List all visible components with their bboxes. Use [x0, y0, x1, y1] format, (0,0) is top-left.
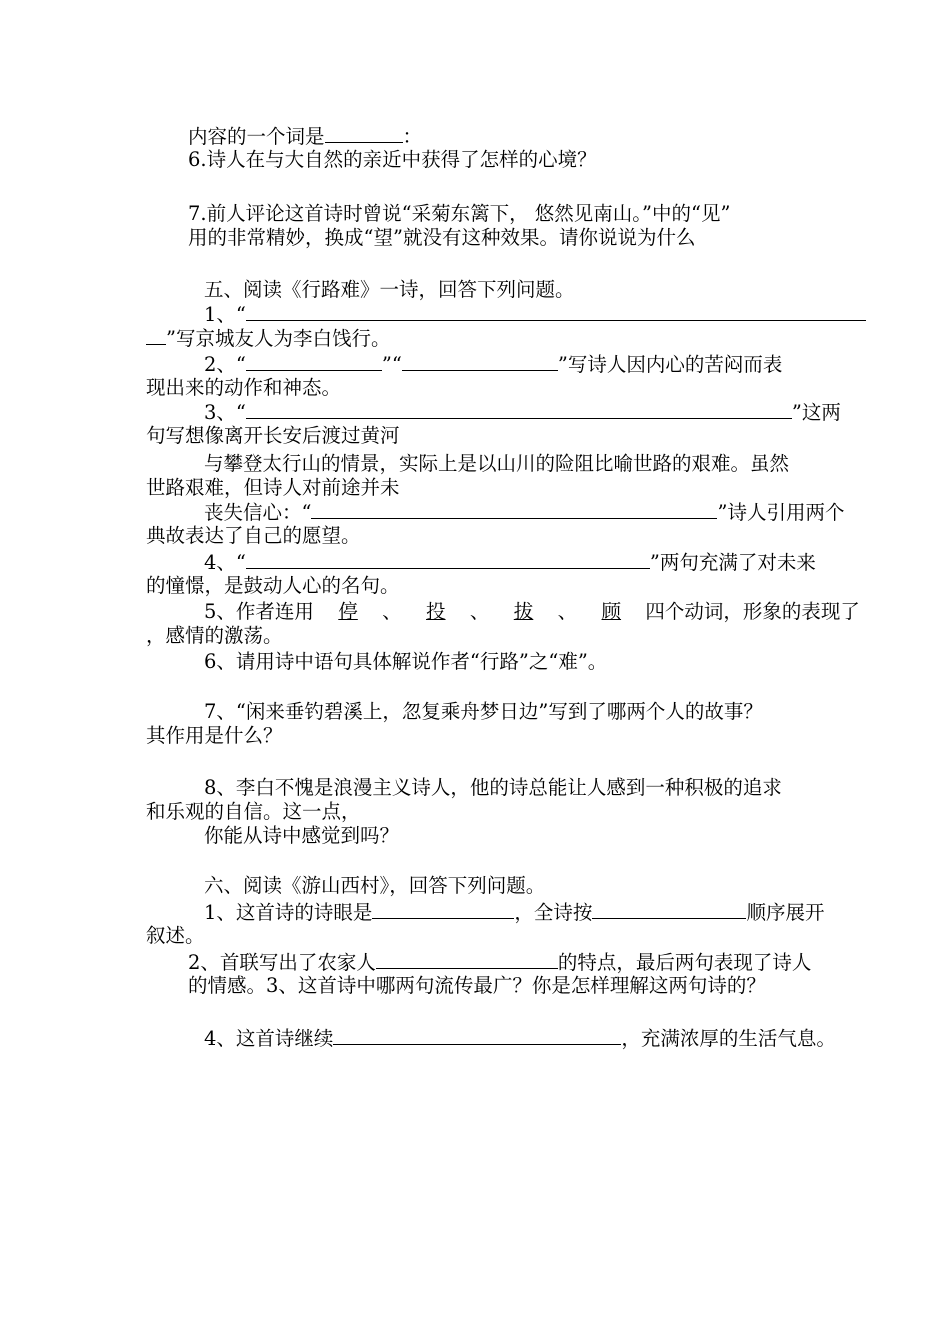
- answer-blank[interactable]: [311, 500, 717, 519]
- answer-blank[interactable]: [246, 550, 650, 569]
- sec5-q3-line-4: 世路艰难，但诗人对前途并未: [146, 476, 400, 499]
- sec6-title: 六、阅读《游山西村》，回答下列问题。: [204, 874, 546, 897]
- sec5-q5-line-1: 5、作者连用 停 、 投 、 拔 、 顾 四个动词，形象的表现了: [204, 600, 860, 623]
- answer-blank[interactable]: [376, 950, 558, 969]
- answer-blank[interactable]: [592, 900, 746, 919]
- sec5-q5-line-2: ，感情的激荡。: [146, 624, 283, 647]
- sec5-question-6: 6、请用诗中语句具体解说作者“行路”之“难”。: [204, 650, 608, 673]
- sec5-title: 五、阅读《行路难》一诗，回答下列问题。: [204, 278, 575, 301]
- sec5-q3-line-3: 与攀登太行山的情景，实际上是以山川的险阻比喻世路的艰难。虽然: [204, 452, 790, 475]
- sec6-q1-line-1: 1、这首诗的诗眼是 ，全诗按 顺序展开: [204, 901, 825, 924]
- verb-ting: 停: [338, 600, 358, 623]
- sec4-question-7-line-1: 7.前人评论这首诗时曾说“采菊东篱下， 悠然见南山。”中的“见”: [188, 202, 731, 225]
- sec6-q4-line: 4、这首诗继续 ，充满浓厚的生活气息。: [204, 1027, 836, 1050]
- sec5-q8-line-2: 和乐观的自信。这一点，: [146, 800, 361, 823]
- sec4-question-6: 6.诗人在与大自然的亲近中获得了怎样的心境？: [188, 148, 597, 171]
- sec5-q2-line-1: 2、“ ”“ ”写诗人因内心的苦闷而表: [204, 353, 783, 376]
- sec6-q2-line-1: 2、首联写出了农家人 的特点，最后两句表现了诗人: [188, 951, 812, 974]
- answer-blank[interactable]: [372, 900, 514, 919]
- answer-blank[interactable]: [246, 400, 792, 419]
- sec4-question-7-line-2: 用的非常精妙，换成“望”就没有这种效果。请你说说为什么: [188, 226, 696, 249]
- sec5-q1-line-1: 1、“: [204, 302, 866, 326]
- sec5-q4-line-2: 的憧憬，是鼓动人心的名句。: [146, 574, 400, 597]
- verb-gu: 顾: [601, 600, 622, 623]
- sec5-q8-line-3: 你能从诗中感觉到吗？: [204, 824, 400, 847]
- verb-tou: 投: [426, 600, 446, 623]
- sec5-q3-line-2: 句写想像离开长安后渡过黄河: [146, 424, 400, 447]
- answer-blank[interactable]: [246, 352, 382, 371]
- sec5-q1-line-2: ”写京城友人为李白饯行。: [146, 326, 390, 350]
- answer-blank[interactable]: [146, 326, 166, 345]
- sec5-q7-line-1: 7、“闲来垂钓碧溪上，忽复乘舟梦日边”写到了哪两个人的故事？: [204, 700, 763, 723]
- sec5-q3-line-1: 3、“ ”这两: [204, 401, 841, 424]
- answer-blank[interactable]: [333, 1026, 621, 1045]
- sec5-q3-line-5: 丧失信心：“ ”诗人引用两个: [204, 501, 845, 524]
- sec5-q2-line-2: 现出来的动作和神态。: [146, 376, 342, 399]
- sec5-q7-line-2: 其作用是什么？: [146, 724, 283, 747]
- answer-blank[interactable]: [402, 352, 558, 371]
- sec5-q4-line-1: 4、“ ”两句充满了对未来: [204, 551, 816, 574]
- answer-blank[interactable]: [325, 124, 403, 143]
- sec6-q2-line-2: 的情感。3、这首诗中哪两句流传最广？你是怎样理解这两句诗的？: [188, 974, 766, 997]
- sec4-line-1: 内容的一个词是 ：: [188, 125, 423, 148]
- sec5-q3-line-6: 典故表达了自己的愿望。: [146, 524, 361, 547]
- sec6-q1-line-2: 叙述。: [146, 924, 205, 947]
- verb-ba: 拔: [513, 600, 534, 623]
- sec5-q8-line-1: 8、李白不愧是浪漫主义诗人，他的诗总能让人感到一种积极的追求: [204, 776, 782, 799]
- answer-blank[interactable]: [246, 302, 866, 321]
